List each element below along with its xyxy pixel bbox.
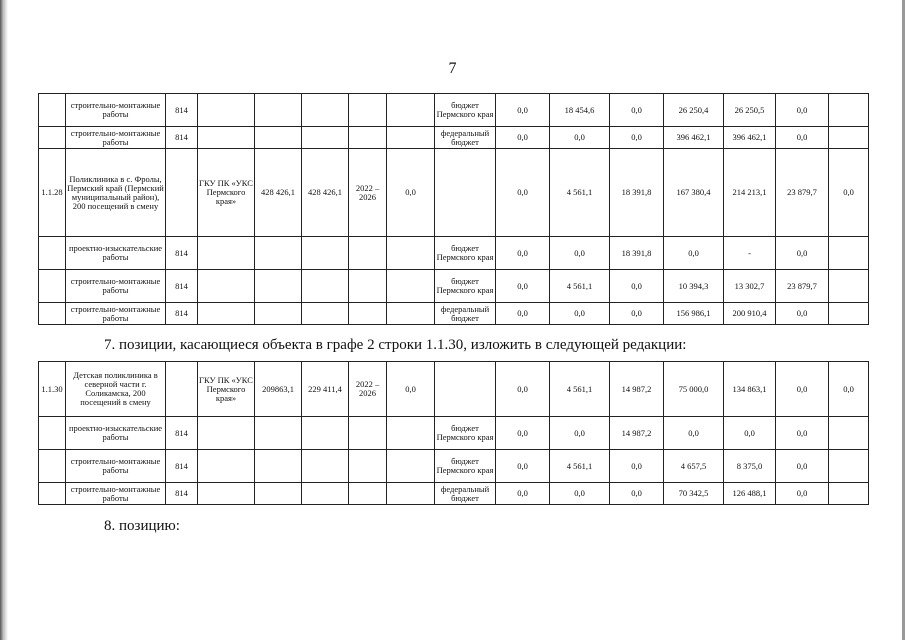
- table-cell: 0,0: [496, 303, 550, 325]
- table-cell: 0,0: [610, 270, 664, 303]
- table-cell: [387, 483, 435, 505]
- table-cell: 14 987,2: [610, 362, 664, 417]
- table-cell: федеральный бюджет: [435, 127, 496, 149]
- table-cell: ГКУ ПК «УКС Пермского края»: [198, 149, 255, 237]
- table-cell: 396 462,1: [664, 127, 724, 149]
- table-cell: [387, 417, 435, 450]
- table-cell: [198, 483, 255, 505]
- table-cell: [829, 127, 869, 149]
- table-cell: [198, 237, 255, 270]
- table-cell: 0,0: [610, 303, 664, 325]
- table-cell: 0,0: [776, 450, 829, 483]
- table-cell: [302, 450, 349, 483]
- table-cell: 2022 – 2026: [349, 362, 387, 417]
- table-cell: 23 879,7: [776, 270, 829, 303]
- table-cell: 814: [166, 94, 198, 127]
- budget-table-1: [38, 93, 869, 325]
- table-cell: [349, 450, 387, 483]
- table-cell: [349, 127, 387, 149]
- table-row: [39, 450, 869, 483]
- table-cell: [302, 237, 349, 270]
- table-cell: 814: [166, 127, 198, 149]
- table-cell: [302, 303, 349, 325]
- table-cell: [198, 94, 255, 127]
- table-cell: 134 863,1: [724, 362, 776, 417]
- table-cell: федеральный бюджет: [435, 303, 496, 325]
- table-cell: бюджет Пермского края: [435, 417, 496, 450]
- table-cell: 0,0: [496, 270, 550, 303]
- table-cell: [39, 94, 66, 127]
- table-cell: 0,0: [610, 94, 664, 127]
- table-cell: 0,0: [829, 362, 869, 417]
- table-row: [39, 94, 869, 127]
- table-cell: 428 426,1: [302, 149, 349, 237]
- table-cell: 0,0: [496, 450, 550, 483]
- section-heading-7: 7. позиции, касающиеся объекта в графе 2 строки 1.1.30, изложить в следующей редакции:: [104, 337, 687, 353]
- table-cell: [255, 417, 302, 450]
- table-cell: 0,0: [610, 483, 664, 505]
- table-cell: 4 561,1: [550, 450, 610, 483]
- table-cell: [39, 303, 66, 325]
- table-cell: 0,0: [610, 450, 664, 483]
- table-cell: [387, 303, 435, 325]
- table-cell: [302, 94, 349, 127]
- table-cell: [198, 450, 255, 483]
- table-cell: [302, 127, 349, 149]
- table-cell: 0,0: [776, 362, 829, 417]
- table-cell: 167 380,4: [664, 149, 724, 237]
- table-cell: [39, 450, 66, 483]
- table-cell: [829, 237, 869, 270]
- table-cell: 126 488,1: [724, 483, 776, 505]
- table-cell: Детская поликлиника в северной части г. Соликамска, 200 посещений в смену: [66, 362, 166, 417]
- table-cell: 814: [166, 237, 198, 270]
- table-row: [39, 127, 869, 149]
- table-cell: строительно-монтажные работы: [66, 483, 166, 505]
- table-cell: 0,0: [776, 127, 829, 149]
- table-cell: бюджет Пермского края: [435, 94, 496, 127]
- table-cell: [349, 270, 387, 303]
- table-cell: 396 462,1: [724, 127, 776, 149]
- section-heading-8: 8. позицию:: [104, 518, 180, 534]
- table-cell: Поликлиника в с. Фролы, Пермский край (Пермский муниципальный район), 200 посещений в смену: [66, 149, 166, 237]
- table-cell: [255, 94, 302, 127]
- table-cell: [435, 362, 496, 417]
- table-cell: 2022 – 2026: [349, 149, 387, 237]
- table-cell: 0,0: [496, 127, 550, 149]
- table-row: [39, 303, 869, 325]
- table-cell: 0,0: [550, 127, 610, 149]
- table-cell: [302, 483, 349, 505]
- table-cell: строительно-монтажные работы: [66, 270, 166, 303]
- table-cell: 814: [166, 417, 198, 450]
- table-cell: [349, 303, 387, 325]
- table-cell: [255, 450, 302, 483]
- table-cell: бюджет Пермского края: [435, 270, 496, 303]
- table-cell: 26 250,5: [724, 94, 776, 127]
- table-cell: проектно-изыскательские работы: [66, 417, 166, 450]
- table-cell: 0,0: [550, 237, 610, 270]
- table-cell: проектно-изыскательские работы: [66, 237, 166, 270]
- table-cell: [39, 417, 66, 450]
- table-cell: 0,0: [387, 362, 435, 417]
- table-cell: 0,0: [724, 417, 776, 450]
- table-cell: [387, 94, 435, 127]
- table-cell: [39, 270, 66, 303]
- table-cell: [255, 127, 302, 149]
- table-cell: 0,0: [550, 483, 610, 505]
- table-cell: 0,0: [496, 362, 550, 417]
- table-cell: 0,0: [664, 237, 724, 270]
- table-cell: 0,0: [496, 483, 550, 505]
- table-cell: -: [724, 237, 776, 270]
- table-cell: [829, 450, 869, 483]
- table-cell: 214 213,1: [724, 149, 776, 237]
- table-cell: строительно-монтажные работы: [66, 127, 166, 149]
- table-cell: 229 411,4: [302, 362, 349, 417]
- table-cell: 814: [166, 270, 198, 303]
- table-cell: 1.1.30: [39, 362, 66, 417]
- table-cell: строительно-монтажные работы: [66, 450, 166, 483]
- table-cell: [349, 237, 387, 270]
- table-cell: 14 987,2: [610, 417, 664, 450]
- table-cell: 209863,1: [255, 362, 302, 417]
- table-row: [39, 270, 869, 303]
- table-cell: [829, 270, 869, 303]
- table-cell: 4 561,1: [550, 149, 610, 237]
- table-cell: 0,0: [496, 237, 550, 270]
- table-cell: 70 342,5: [664, 483, 724, 505]
- table-cell: 0,0: [664, 417, 724, 450]
- table-cell: 4 561,1: [550, 270, 610, 303]
- table-cell: [387, 270, 435, 303]
- table-cell: 75 000,0: [664, 362, 724, 417]
- table-row: [39, 417, 869, 450]
- table-cell: 0,0: [776, 94, 829, 127]
- table-cell: бюджет Пермского края: [435, 450, 496, 483]
- table-row: [39, 483, 869, 505]
- table-cell: 26 250,4: [664, 94, 724, 127]
- scan-edge-shadow: [0, 0, 8, 640]
- table-cell: федеральный бюджет: [435, 483, 496, 505]
- table-cell: [255, 303, 302, 325]
- table-cell: 0,0: [550, 303, 610, 325]
- budget-table-2: [38, 361, 869, 505]
- table-cell: [349, 417, 387, 450]
- table-cell: 814: [166, 303, 198, 325]
- table-cell: [39, 127, 66, 149]
- table-cell: 200 910,4: [724, 303, 776, 325]
- table-cell: 0,0: [550, 417, 610, 450]
- table-row: [39, 149, 869, 237]
- table-cell: 814: [166, 450, 198, 483]
- table-cell: [829, 417, 869, 450]
- table-cell: 156 986,1: [664, 303, 724, 325]
- table-cell: [435, 149, 496, 237]
- table-cell: [829, 303, 869, 325]
- table-cell: [198, 417, 255, 450]
- table-cell: 8 375,0: [724, 450, 776, 483]
- table-cell: [255, 483, 302, 505]
- table-cell: [302, 417, 349, 450]
- table-cell: 18 391,8: [610, 149, 664, 237]
- table-cell: 0,0: [776, 417, 829, 450]
- table-cell: 0,0: [776, 303, 829, 325]
- table-cell: 428 426,1: [255, 149, 302, 237]
- table-cell: 10 394,3: [664, 270, 724, 303]
- table-cell: [166, 149, 198, 237]
- table-cell: 4 561,1: [550, 362, 610, 417]
- table-cell: [387, 237, 435, 270]
- table-cell: 814: [166, 483, 198, 505]
- table-cell: [349, 94, 387, 127]
- table-cell: ГКУ ПК «УКС Пермского края»: [198, 362, 255, 417]
- table-cell: [387, 127, 435, 149]
- table-cell: [198, 270, 255, 303]
- table-cell: 0,0: [387, 149, 435, 237]
- table-cell: [39, 483, 66, 505]
- table-cell: строительно-монтажные работы: [66, 94, 166, 127]
- table-cell: [829, 94, 869, 127]
- table-cell: 1.1.28: [39, 149, 66, 237]
- table-cell: строительно-монтажные работы: [66, 303, 166, 325]
- table-cell: 0,0: [776, 483, 829, 505]
- table-cell: [39, 237, 66, 270]
- table-cell: [302, 270, 349, 303]
- table-row: [39, 362, 869, 417]
- table-cell: 0,0: [496, 417, 550, 450]
- table-cell: [198, 127, 255, 149]
- table-cell: 0,0: [610, 127, 664, 149]
- table-cell: [349, 483, 387, 505]
- table-cell: 0,0: [496, 94, 550, 127]
- table-cell: 13 302,7: [724, 270, 776, 303]
- table-cell: 18 391,8: [610, 237, 664, 270]
- table-cell: [166, 362, 198, 417]
- page-number: 7: [448, 60, 457, 77]
- table-cell: [255, 237, 302, 270]
- table-cell: [255, 270, 302, 303]
- table-cell: 23 879,7: [776, 149, 829, 237]
- table-cell: 0,0: [496, 149, 550, 237]
- table-cell: 0,0: [829, 149, 869, 237]
- table-cell: [198, 303, 255, 325]
- table-cell: 0,0: [776, 237, 829, 270]
- table-cell: бюджет Пермского края: [435, 237, 496, 270]
- table-cell: [829, 483, 869, 505]
- table-cell: [387, 450, 435, 483]
- table-cell: 18 454,6: [550, 94, 610, 127]
- table-row: [39, 237, 869, 270]
- table-cell: 4 657,5: [664, 450, 724, 483]
